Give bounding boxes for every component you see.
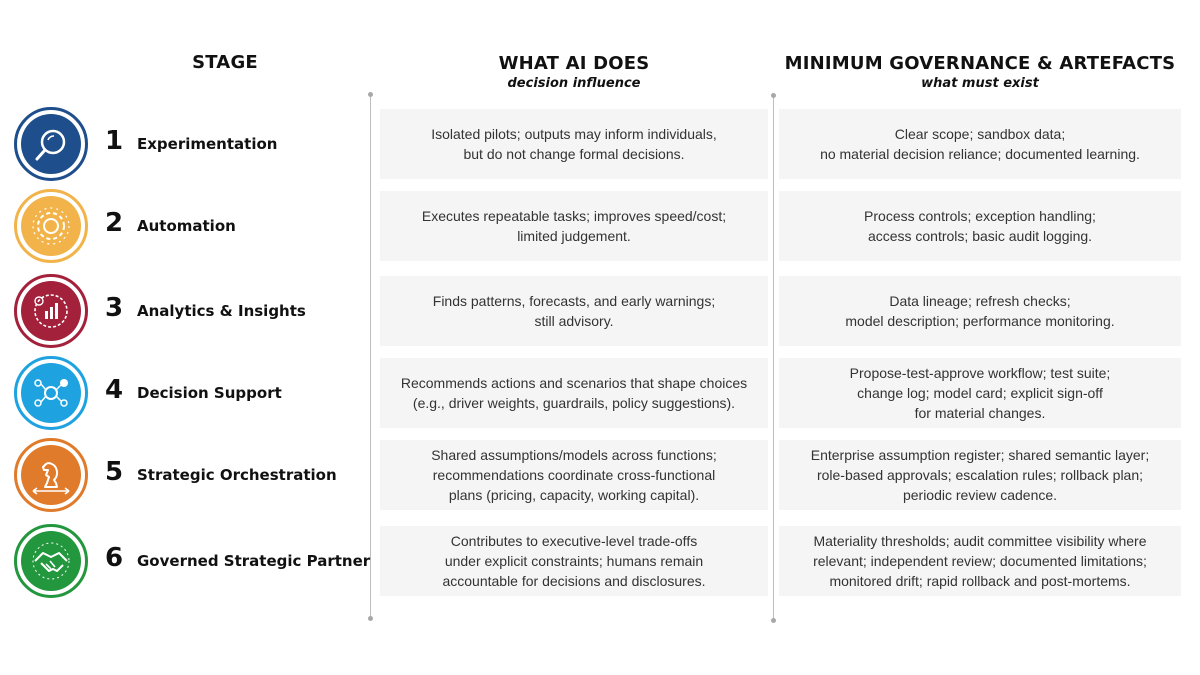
ai-description xyxy=(380,191,768,261)
stage-icon-badge xyxy=(14,189,88,263)
governance-description-line: periodic review cadence. xyxy=(902,487,1058,503)
governance-description-line: Process controls; exception handling; xyxy=(864,208,1096,224)
stage-number: 1 xyxy=(104,126,124,156)
stage-icon-badge xyxy=(14,107,88,181)
handshake-icon xyxy=(21,531,81,591)
governance-description-line: Propose-test-approve workflow; test suite; xyxy=(849,365,1111,381)
ai-header-subtitle: decision influence xyxy=(507,76,641,91)
governance-description-line: change log; model card; explicit sign-off xyxy=(857,385,1103,401)
stage-row xyxy=(0,191,1200,261)
ai-description-line: accountable for decisions and disclosures. xyxy=(442,573,706,589)
stage-row xyxy=(0,358,1200,428)
governance-header xyxy=(779,53,1181,91)
governance-description-line: no material decision reliance; documented learning. xyxy=(820,146,1140,162)
governance-description-line: monitored drift; rapid rollback and post-mortems. xyxy=(829,573,1131,589)
governance-description-line: model description; performance monitoring. xyxy=(845,313,1115,329)
governance-description-line: access controls; basic audit logging. xyxy=(867,228,1093,244)
governance-header-subtitle: what must exist xyxy=(921,76,1039,91)
ai-header xyxy=(380,53,768,91)
stage-row xyxy=(0,109,1200,179)
magnifier-icon xyxy=(21,114,81,174)
stage-row xyxy=(0,440,1200,510)
stage-icon-badge xyxy=(14,356,88,430)
ai-description-line: Executes repeatable tasks; improves speed/cost; xyxy=(421,208,727,224)
stage-header-title: STAGE xyxy=(192,52,258,73)
stage-name: Analytics & Insights xyxy=(137,302,306,320)
governance-description xyxy=(779,191,1181,261)
stage-header xyxy=(150,52,300,73)
ai-description-line: still advisory. xyxy=(534,313,614,329)
governance-description xyxy=(779,109,1181,179)
governance-description-line: Materiality thresholds; audit committee visibility where xyxy=(813,533,1147,549)
ai-description-line: Isolated pilots; outputs may inform individuals, xyxy=(431,126,717,142)
ai-description-line: Finds patterns, forecasts, and early warnings; xyxy=(432,293,716,309)
stage-number: 5 xyxy=(104,457,124,487)
divider-left-bottom-dot xyxy=(368,616,373,621)
analytics-icon xyxy=(21,281,81,341)
ai-description-line: Recommends actions and scenarios that shape choices xyxy=(400,375,748,391)
ai-description xyxy=(380,109,768,179)
gear-icon xyxy=(21,196,81,256)
governance-description xyxy=(779,358,1181,428)
stage-name: Strategic Orchestration xyxy=(137,466,337,484)
stage-icon-badge xyxy=(14,524,88,598)
ai-description xyxy=(380,358,768,428)
ai-description-line: plans (pricing, capacity, working capital). xyxy=(448,487,700,503)
ai-description-line: (e.g., driver weights, guardrails, policy suggestions). xyxy=(412,395,736,411)
stage-name: Governed Strategic Partner xyxy=(137,552,371,570)
stage-row xyxy=(0,526,1200,596)
ai-description-line: Shared assumptions/models across functions; xyxy=(431,447,717,463)
stage-number: 4 xyxy=(104,375,124,405)
stage-row xyxy=(0,276,1200,346)
ai-description-line: Contributes to executive-level trade-offs xyxy=(450,533,698,549)
governance-description-line: Clear scope; sandbox data; xyxy=(894,126,1066,142)
stage-number: 6 xyxy=(104,543,124,573)
ai-description-line: under explicit constraints; humans remain xyxy=(444,553,704,569)
ai-description xyxy=(380,526,768,596)
governance-description xyxy=(779,276,1181,346)
stage-name: Automation xyxy=(137,217,236,235)
stage-name: Decision Support xyxy=(137,384,282,402)
chess-knight-icon xyxy=(21,445,81,505)
divider-left-top-dot xyxy=(368,92,373,97)
stage-icon-badge xyxy=(14,438,88,512)
ai-description-line: limited judgement. xyxy=(517,228,631,244)
ai-description xyxy=(380,440,768,510)
ai-description xyxy=(380,276,768,346)
stage-number: 3 xyxy=(104,293,124,323)
divider-right-bottom-dot xyxy=(771,618,776,623)
governance-description-line: relevant; independent review; documented limitations; xyxy=(813,553,1147,569)
decision-network-icon xyxy=(21,363,81,423)
stage-name: Experimentation xyxy=(137,135,278,153)
governance-description-line: for material changes. xyxy=(914,405,1046,421)
governance-description-line: role-based approvals; escalation rules; rollback plan; xyxy=(816,467,1144,483)
governance-description xyxy=(779,440,1181,510)
divider-right-top-dot xyxy=(771,93,776,98)
governance-description-line: Enterprise assumption register; shared semantic layer; xyxy=(810,447,1150,463)
governance-description xyxy=(779,526,1181,596)
governance-header-title: MINIMUM GOVERNANCE & ARTEFACTS xyxy=(784,53,1176,74)
governance-description-line: Data lineage; refresh checks; xyxy=(889,293,1071,309)
ai-description-line: but do not change formal decisions. xyxy=(463,146,685,162)
stage-icon-badge xyxy=(14,274,88,348)
stage-number: 2 xyxy=(104,208,124,238)
ai-header-title: WHAT AI DOES xyxy=(498,53,650,74)
ai-description-line: recommendations coordinate cross-functional xyxy=(432,467,716,483)
